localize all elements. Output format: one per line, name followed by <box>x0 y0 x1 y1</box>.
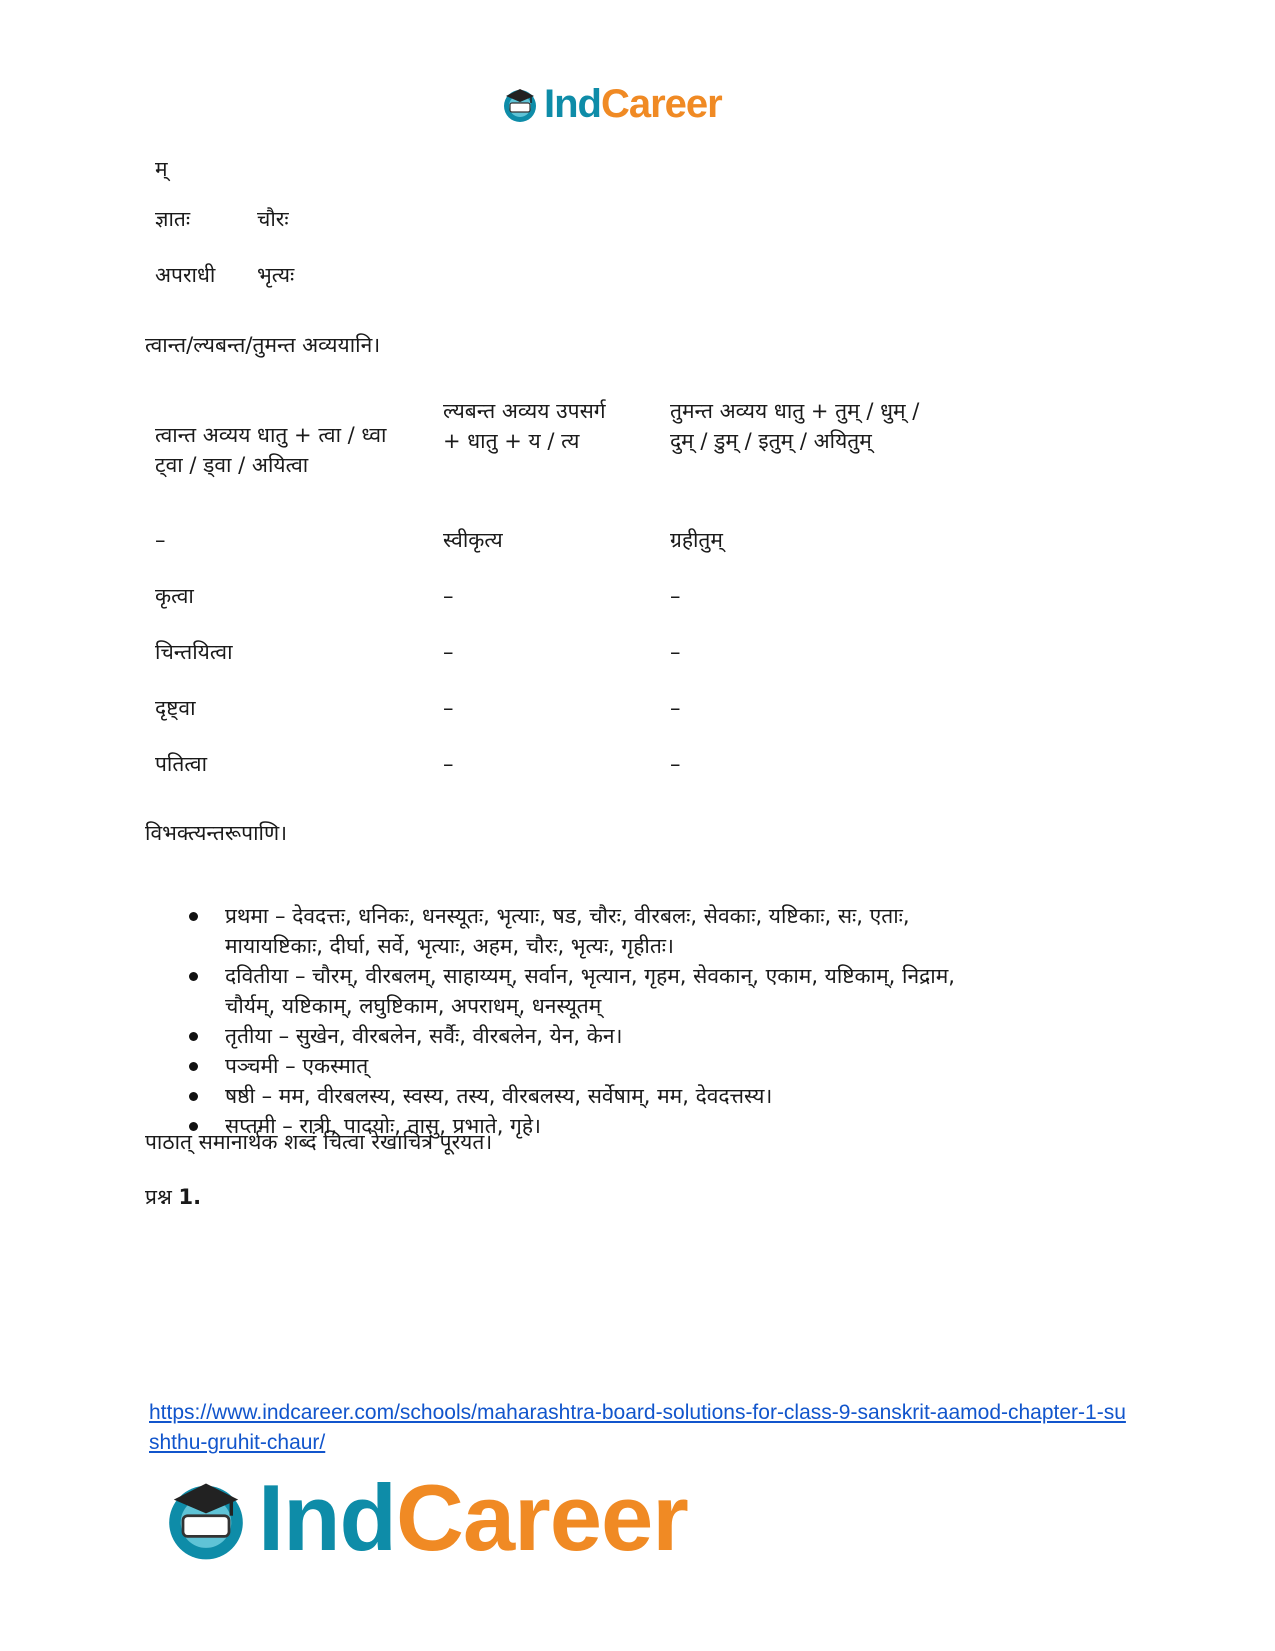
list-item-tritiya <box>185 1021 1125 1051</box>
section-title-rekhachitra: पाठात् समानार्थक शब्दं चित्वा रेखाचित्रं पूरयत। <box>145 1130 493 1154</box>
word-chaurah: चौरः <box>257 207 289 231</box>
table-cell: दृष्ट्वा <box>155 696 196 720</box>
word-aparadhi: अपराधी <box>155 263 216 287</box>
list-item-prathama <box>185 901 1125 961</box>
bullet-icon <box>189 912 198 921</box>
table-cell: कृत्वा <box>155 584 194 608</box>
word-m: म् <box>155 157 168 181</box>
table-header-lyabanta-line1: ल्यबन्त अव्यय उपसर्ग <box>443 399 606 423</box>
vibhakti-list <box>185 901 1125 1141</box>
list-item-line: पञ्चमी – एकस्मात् <box>225 1054 369 1078</box>
table-cell: – <box>670 640 681 664</box>
table-cell: स्वीकृत्य <box>443 528 503 552</box>
table-cell: – <box>443 696 454 720</box>
table-cell: – <box>443 752 454 776</box>
word-bhrityah: भृत्यः <box>257 263 295 287</box>
source-link[interactable]: https://www.indcareer.com/schools/maharashtra-board-solutions-for-class-9-sanskrit-aamod-chapter-1-sushthu-gruhit-chaur/ <box>149 1401 1126 1454</box>
table-cell: – <box>443 640 454 664</box>
bullet-icon <box>189 1062 198 1071</box>
table-cell: – <box>670 752 681 776</box>
graduation-globe-icon <box>500 84 540 124</box>
table-cell: पतित्वा <box>155 752 208 776</box>
footer-logo <box>160 1465 688 1570</box>
bullet-icon <box>189 972 198 981</box>
bullet-icon <box>189 1032 198 1041</box>
logo-text-ind: Ind <box>544 82 601 126</box>
question-label: प्रश्न <box>145 1185 172 1209</box>
bullet-icon <box>189 1092 198 1101</box>
question-number: 1. <box>178 1185 202 1209</box>
section-title-vibhakti: विभक्त्यन्तरूपाणि। <box>145 821 288 845</box>
table-cell: चिन्तयित्वा <box>155 640 233 664</box>
table-cell: – <box>443 584 454 608</box>
list-item-line: चौर्यम्, यष्टिकाम्, लघुष्टिकाम, अपराधम्, धनस्यूतम् <box>225 994 602 1018</box>
question-heading <box>145 1182 201 1212</box>
list-item-dvitiya <box>185 961 1125 1021</box>
table-header-tvanta-line2: ट्वा / ड्वा / अयित्वा <box>155 453 309 477</box>
section-title-avyayani: त्वान्त/ल्यबन्त/तुमन्त अव्ययानि। <box>145 333 381 357</box>
header-logo <box>500 82 722 126</box>
list-item-line: षष्ठी – मम, वीरबलस्य, स्वस्य, तस्य, वीरबलस्य, सर्वेषाम्, मम, देवदत्तस्य। <box>225 1084 773 1108</box>
table-cell: ग्रहीतुम् <box>670 528 723 552</box>
logo-text-ind: Ind <box>258 1465 396 1570</box>
table-header-lyabanta-line2: + धातु + य / त्य <box>443 429 580 453</box>
list-item-line: प्रथमा – देवदत्तः, धनिकः, धनस्यूतः, भृत्याः, षड, चौरः, वीरबलः, सेवकाः, यष्टिकाः, सः, एताः, <box>225 904 910 928</box>
table-cell: – <box>155 528 166 552</box>
list-item-line: तृतीया – सुखेन, वीरबलेन, सर्वैः, वीरबलेन, येन, केन। <box>225 1024 623 1048</box>
table-header-tumanta-line2: दुम् / डुम् / इतुम् / अयितुम् <box>670 429 872 453</box>
list-item-line: मायायष्टिकाः, दीर्घा, सर्वे, भृत्याः, अहम, चौरः, भृत्यः, गृहीतः। <box>225 934 675 958</box>
list-item-panchami <box>185 1051 1125 1081</box>
list-item-shashthi <box>185 1081 1125 1111</box>
list-item-line: दवितीया – चौरम्, वीरबलम्, साहाय्यम्, सर्वान, भृत्यान, गृहम, सेवकान्, एकाम, यष्टिकाम्, निद्राम, <box>225 964 955 988</box>
table-cell: – <box>670 696 681 720</box>
list-item-line: सप्तमी – रात्री, पादयोः, तासु, प्रभाते, गृहे। <box>225 1114 541 1138</box>
table-header-tvanta-line1: त्वान्त अव्यय धातु + त्वा / ध्वा <box>155 423 387 447</box>
graduation-globe-icon <box>160 1472 252 1564</box>
table-header-tumanta-line1: तुमन्त अव्यय धातु + तुम् / धुम् / <box>670 399 920 423</box>
logo-text-career: Career <box>395 1465 688 1570</box>
table-cell: – <box>670 584 681 608</box>
logo-text-career: Career <box>600 82 722 126</box>
word-gyatah: ज्ञातः <box>155 207 191 231</box>
